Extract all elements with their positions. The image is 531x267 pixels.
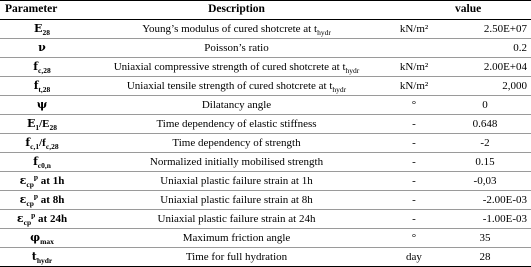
parameter-subscript: c0,n	[37, 161, 51, 171]
parameter-symbol: f	[33, 79, 39, 92]
unit-cell: -	[389, 172, 439, 191]
parameter-symbol: t	[31, 250, 37, 263]
description-text: Maximum friction angle	[182, 231, 291, 244]
unit-cell: -	[389, 115, 439, 134]
unit-cell: kN/m²	[389, 77, 439, 96]
table-row	[0, 115, 531, 134]
value-cell: 2,000	[439, 77, 531, 96]
table-row	[0, 210, 531, 229]
description-cell	[84, 77, 389, 96]
parameter-symbol: f	[33, 60, 38, 73]
description-subscript: hydr	[332, 84, 347, 94]
value-cell: 0.648	[439, 115, 531, 134]
value-cell: -0,03	[439, 172, 531, 191]
parameter-cell	[0, 115, 84, 134]
description-text: Uniaxial plastic failure strain at 8h	[160, 193, 313, 206]
unit-cell: kN/m²	[389, 20, 439, 39]
description-text: Normalized initially mobilised strength	[149, 155, 324, 168]
parameter-cell	[0, 172, 84, 191]
unit-cell: °	[389, 96, 439, 115]
parameter-subscript: hydr	[36, 256, 53, 266]
description-text: Poisson’s ratio	[204, 41, 269, 54]
unit-cell: kN/m²	[389, 58, 439, 77]
parameter-subscript: 1	[35, 123, 40, 133]
parameter-subscript-2: 28	[49, 123, 58, 133]
parameter-cell	[0, 134, 84, 153]
parameter-symbol: f	[33, 155, 38, 168]
unit-cell: -	[389, 191, 439, 210]
description-cell	[84, 58, 389, 77]
parameter-subscript: cp	[26, 199, 34, 209]
table-row	[0, 172, 531, 191]
parameter-symbol: f	[25, 136, 31, 149]
parameter-cell	[0, 20, 84, 39]
description-cell	[84, 20, 389, 39]
unit-cell: -	[389, 134, 439, 153]
parameter-symbol: ε	[19, 174, 27, 187]
table-row	[0, 134, 531, 153]
parameter-subscript: c,1	[30, 142, 40, 152]
header-value: value	[439, 1, 531, 20]
parameter-subscript: t,28	[38, 85, 51, 95]
parameter-subscript-2: c,28	[45, 142, 59, 152]
parameter-symbol: E	[34, 22, 43, 35]
table-row	[0, 96, 531, 115]
table-row	[0, 39, 531, 58]
parameter-subscript: 28	[42, 28, 50, 38]
table-row	[0, 58, 531, 77]
table-row	[0, 229, 531, 248]
unit-cell: -	[389, 210, 439, 229]
parameter-suffix: at 8h	[38, 194, 65, 206]
value-cell: 2.00E+04	[439, 58, 531, 77]
description-cell	[84, 191, 389, 210]
table-row	[0, 20, 531, 39]
header-parameter: Parameter	[0, 1, 84, 20]
parameter-cell	[0, 58, 84, 77]
parameter-cell	[0, 77, 84, 96]
value-cell: 0.2	[439, 39, 531, 58]
parameter-cell	[0, 191, 84, 210]
description-text: Uniaxial plastic failure strain at 24h	[157, 212, 316, 225]
description-cell	[84, 229, 389, 248]
parameter-symbol: ψ	[36, 98, 48, 111]
parameter-suffix: at 1h	[38, 175, 65, 187]
table-row	[0, 248, 531, 267]
description-cell	[84, 134, 389, 153]
parameter-symbol-2: /f	[39, 137, 46, 149]
parameter-cell	[0, 39, 84, 58]
unit-cell: day	[389, 248, 439, 267]
parameter-symbol: ε	[19, 193, 27, 206]
parameter-symbol: E	[26, 117, 36, 130]
description-cell	[84, 39, 389, 58]
value-cell: 0	[439, 96, 531, 115]
table-body	[0, 20, 531, 267]
parameter-symbol: φ	[30, 231, 41, 244]
parameter-symbol-2: /E	[39, 118, 50, 130]
parameter-superscript: p	[33, 191, 39, 201]
parameter-cell	[0, 153, 84, 172]
description-subscript: hydr	[317, 27, 331, 37]
parameter-suffix: at 24h	[35, 213, 68, 225]
parameter-cell	[0, 229, 84, 248]
header-unit	[389, 1, 439, 20]
value-cell: 28	[439, 248, 531, 267]
parameter-cell	[0, 96, 84, 115]
description-text: Time dependency of strength	[172, 136, 301, 149]
description-cell	[84, 115, 389, 134]
description-subscript: hydr	[345, 65, 360, 75]
header-description: Description	[84, 1, 389, 20]
table-row	[0, 191, 531, 210]
table-row	[0, 153, 531, 172]
parameter-symbol: ν	[38, 41, 46, 54]
parameter-cell	[0, 248, 84, 267]
description-text: Uniaxial plastic failure strain at 1h	[160, 174, 313, 187]
description-text: Uniaxial compressive strength of cured shotcrete at t	[113, 60, 346, 73]
description-text: Time for full hydration	[185, 250, 288, 263]
description-text: Uniaxial tensile strength of cured shotcrete at t	[126, 79, 333, 92]
table-header-row	[0, 1, 531, 20]
parameter-subscript: cp	[26, 180, 34, 190]
value-cell: 2.50E+07	[439, 20, 531, 39]
value-cell: -1.00E-03	[439, 210, 531, 229]
description-text: Dilatancy angle	[201, 98, 272, 111]
unit-cell: °	[389, 229, 439, 248]
parameter-subscript: c,28	[38, 66, 51, 76]
table-row	[0, 77, 531, 96]
description-cell	[84, 248, 389, 267]
value-cell: 35	[439, 229, 531, 248]
parameter-subscript: max	[40, 237, 54, 247]
parameter-symbol: ε	[16, 212, 24, 225]
description-text: Young’s modulus of cured shotcrete at t	[142, 22, 318, 35]
parameter-subscript: cp	[23, 218, 32, 228]
value-cell: -2.00E-03	[439, 191, 531, 210]
value-cell: -2	[439, 134, 531, 153]
parameter-superscript: p	[31, 210, 36, 220]
parameter-superscript: p	[33, 172, 39, 182]
unit-cell	[389, 39, 439, 58]
unit-cell: -	[389, 153, 439, 172]
description-cell	[84, 172, 389, 191]
description-text: Time dependency of elastic stiffness	[156, 117, 317, 130]
parameter-cell	[0, 210, 84, 229]
value-cell: 0.15	[439, 153, 531, 172]
description-cell	[84, 153, 389, 172]
description-cell	[84, 96, 389, 115]
description-cell	[84, 210, 389, 229]
